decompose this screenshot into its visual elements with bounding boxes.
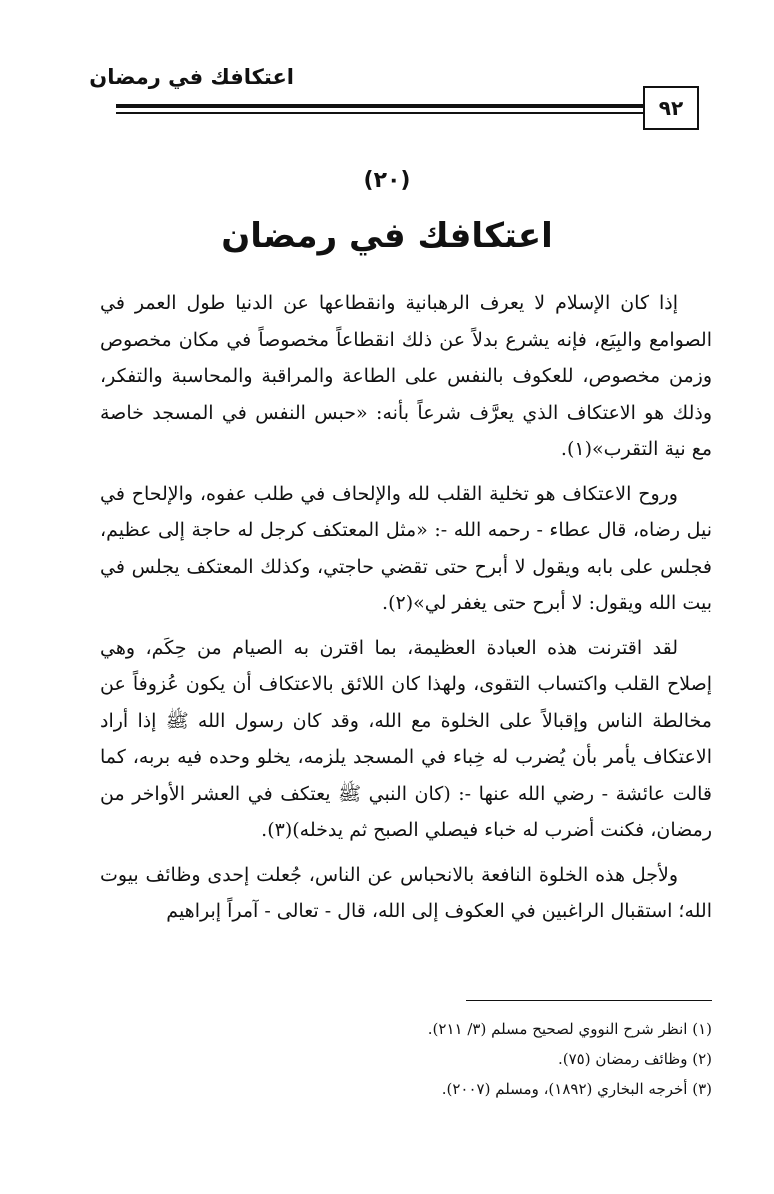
footnote-divider xyxy=(466,1000,712,1001)
page-number: ٩٢ xyxy=(643,86,699,130)
paragraph: وروح الاعتكاف هو تخلية القلب لله والإلحاف في طلب عفوه، والإلحاح في نيل رضاه، قال عطاء - رحمه الله -: «مثل المعتكف كرجل له حاجة إلى عظيم، فجلس على بابه ويقول لا أبرح حتى تقضي حاجتي، وكذلك المعتكف يجلس في بيت الله ويقول: لا أبرح حتى يغفر لي»(٢). xyxy=(100,482,712,614)
paragraph: لقد اقترنت هذه العبادة العظيمة، بما اقترن به الصيام من حِكَم، وهي إصلاح القلب واكتساب التقوى، ولهذا كان اللائق بالاعتكاف أن يكون عُزوفاً عن مخالطة الناس وإقبالاً على الخلوة مع الله، وقد كان رسول الله ﷺ إذا أراد الاعتكاف يأمر بأن يُضرب له خِباء في المسجد يلزمه، يخلو وحده فيه بربه، كما قالت عائشة - رضي الله عنها -: (كان النبي ﷺ يعتكف في العشر الأواخر من رمضان، فكنت أضرب له خباء فيصلي الصبح ثم يدخله)(٣). xyxy=(100,636,712,841)
running-title: اعتكافك في رمضان xyxy=(89,65,294,89)
header-rule-thin xyxy=(116,112,644,114)
footnote: (٣) أخرجه البخاري (١٨٩٢)، ومسلم (٢٠٠٧). xyxy=(441,1080,712,1098)
body-text xyxy=(100,285,712,938)
header-rule-thick xyxy=(116,104,644,108)
footnotes xyxy=(300,1014,712,1104)
paragraph: ولأجل هذه الخلوة النافعة بالانحباس عن الناس، جُعلت إحدى وظائف بيوت الله؛ استقبال الراغبين في العكوف إلى الله، قال - تعالى - آمراً إبراهيم xyxy=(100,863,712,922)
paragraph: إذا كان الإسلام لا يعرف الرهبانية وانقطاعها عن الدنيا طول العمر في الصوامع والبِيَع، فإنه يشرع بدلاً عن ذلك انقطاعاً مخصوصاً في مكان مخصوص وزمن مخصوص، للعكوف بالنفس على الطاعة والمراقبة والمحاسبة والتفكر، وذلك هو الاعتكاف الذي يعرَّف شرعاً بأنه: «حبس النفس في المسجد خاصة مع نية التقرب»(١). xyxy=(100,292,712,460)
chapter-number: (٢٠) xyxy=(363,168,411,193)
footnote: (١) انظر شرح النووي لصحيح مسلم (٣/ ٢١١). xyxy=(427,1020,712,1038)
footnote: (٢) وظائف رمضان (٧٥). xyxy=(557,1050,712,1068)
chapter-title: اعتكافك في رمضان xyxy=(221,216,553,256)
